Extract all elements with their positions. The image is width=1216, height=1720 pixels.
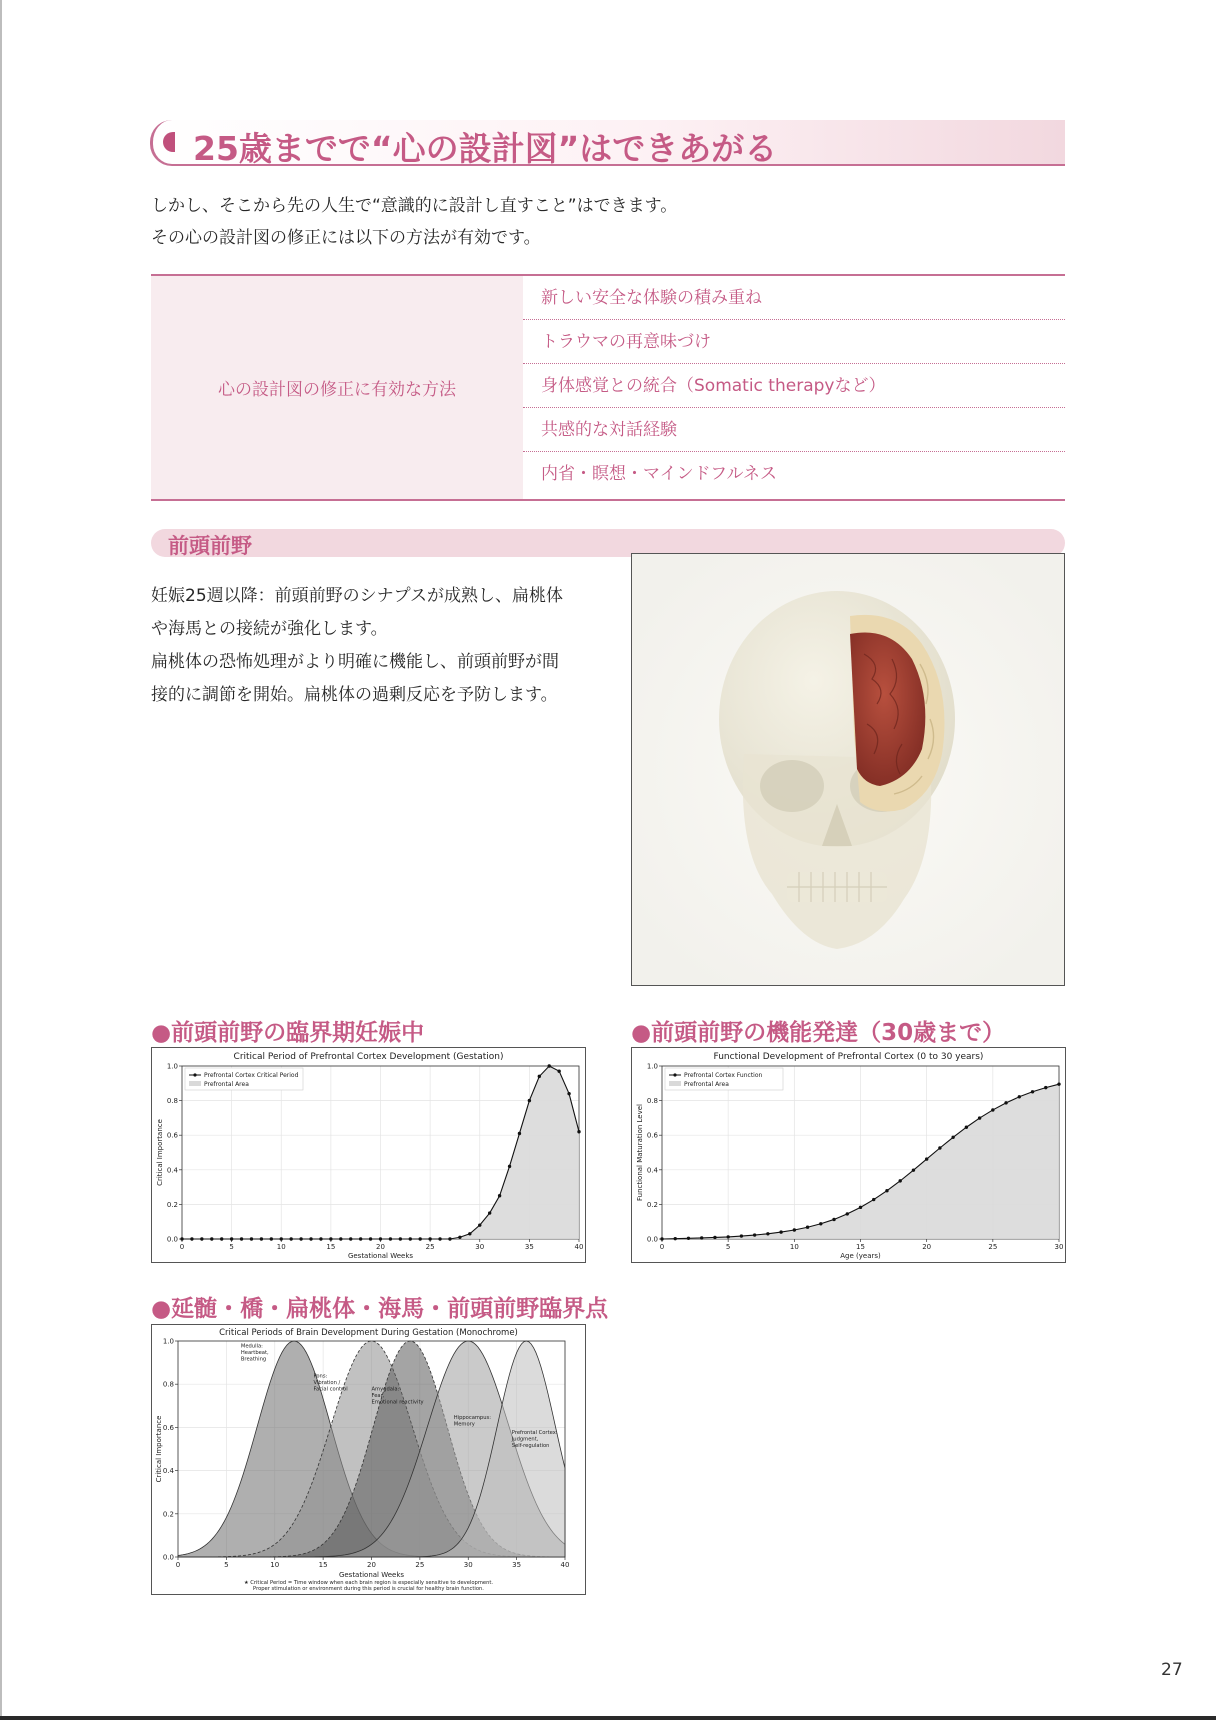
chart-heading-prefrontal-gestation: ●前頭前野の臨界期妊娠中 — [151, 1020, 425, 1046]
intro-text — [151, 190, 677, 254]
legend-label: Prefrontal Cortex Function — [684, 1072, 763, 1079]
data-point — [389, 1237, 392, 1240]
body-line: 扁桃体の恐怖処理がより明確に機能し、前頭前野が間 — [151, 652, 559, 672]
x-tick-label: 0 — [175, 1561, 181, 1569]
data-point — [740, 1234, 743, 1237]
chart-prefrontal-gestation — [151, 1047, 586, 1263]
y-tick-label: 0.4 — [646, 1166, 658, 1175]
x-tick-label: 25 — [425, 1243, 435, 1251]
data-point — [210, 1237, 213, 1240]
method-item: トラウマの再意味づけ — [523, 320, 1065, 364]
data-point — [419, 1237, 422, 1240]
data-point — [753, 1233, 756, 1236]
x-tick-label: 25 — [415, 1561, 425, 1569]
series-label: Hippocampus: — [453, 1414, 491, 1421]
x-tick-label: 20 — [376, 1243, 385, 1251]
data-point — [726, 1235, 729, 1238]
data-point — [319, 1237, 322, 1240]
series-label: Fear, — [371, 1393, 385, 1400]
chart-prefrontal-function — [631, 1047, 1066, 1263]
data-point — [488, 1211, 491, 1214]
series-label: Pons: — [313, 1373, 328, 1380]
series-label: Self-regulation — [511, 1442, 550, 1449]
page-title: 25歳までで“心の設計図”はできあがる — [193, 129, 778, 168]
data-point — [329, 1237, 332, 1240]
data-point — [458, 1236, 461, 1239]
legend-area-swatch — [189, 1081, 201, 1086]
series-label: Breathing — [240, 1356, 267, 1363]
data-point — [925, 1157, 928, 1160]
y-axis-label: Functional Maturation Level — [636, 1103, 644, 1202]
data-point — [938, 1146, 941, 1149]
series-label: Emotional reactivity — [371, 1399, 424, 1406]
data-point — [200, 1237, 203, 1240]
data-point — [250, 1237, 253, 1240]
series-label: Medulla: — [240, 1343, 263, 1350]
data-point — [912, 1168, 915, 1171]
section-title: 前頭前野 — [168, 534, 252, 558]
x-tick-label: 20 — [922, 1243, 932, 1251]
page-title-bar — [150, 120, 1065, 166]
methods-table-label: 心の設計図の修正に有効な方法 — [151, 276, 523, 499]
data-point — [660, 1237, 663, 1240]
data-point — [289, 1237, 292, 1240]
y-tick-label: 1.0 — [166, 1062, 178, 1071]
data-point — [577, 1130, 580, 1133]
method-item: 内省・瞑想・マインドフルネス — [541, 464, 777, 484]
chart-brain-critical-periods — [151, 1324, 586, 1595]
section-body — [151, 580, 596, 712]
y-tick-label: 0.0 — [166, 1235, 178, 1244]
x-tick-label: 40 — [560, 1561, 570, 1569]
x-tick-label: 15 — [326, 1243, 336, 1251]
x-axis-label: Age (years) — [840, 1252, 881, 1260]
data-point — [349, 1237, 352, 1240]
data-point — [819, 1222, 822, 1225]
data-point — [779, 1230, 782, 1233]
data-point — [260, 1237, 263, 1240]
data-point — [240, 1237, 243, 1240]
data-point — [190, 1237, 193, 1240]
data-point — [498, 1194, 501, 1197]
data-point — [548, 1064, 551, 1067]
y-tick-label: 0.2 — [646, 1200, 658, 1209]
data-point — [687, 1237, 690, 1240]
y-tick-label: 0.2 — [162, 1510, 174, 1519]
data-point — [846, 1212, 849, 1215]
data-point — [299, 1237, 302, 1240]
y-tick-label: 1.0 — [162, 1337, 174, 1346]
data-point — [508, 1165, 511, 1168]
data-point — [1044, 1086, 1047, 1089]
data-point — [438, 1237, 441, 1240]
chart-footnote: Proper stimulation or environment during this period is crucial for healthy brain function. — [253, 1586, 484, 1592]
x-tick-label: 40 — [574, 1243, 584, 1251]
x-tick-label: 35 — [512, 1561, 522, 1569]
intro-line: しかし、そこから先の人生で“意識的に設計し直すこと”はできます。 — [151, 196, 678, 216]
data-point — [700, 1236, 703, 1239]
data-point — [859, 1206, 862, 1209]
data-point — [1004, 1101, 1007, 1104]
data-point — [899, 1179, 902, 1182]
data-point — [991, 1108, 994, 1111]
data-point — [478, 1223, 481, 1226]
data-point — [180, 1237, 183, 1240]
data-point — [399, 1237, 402, 1240]
data-point — [428, 1237, 431, 1240]
data-point — [713, 1236, 716, 1239]
x-tick-label: 15 — [318, 1561, 328, 1569]
legend-marker — [673, 1073, 676, 1076]
series-label: Amygdala: — [371, 1386, 400, 1393]
method-item: 身体感覚との統合（Somatic therapyなど） — [523, 364, 1065, 408]
skull-brain-illustration — [631, 553, 1065, 986]
data-point — [270, 1237, 273, 1240]
legend-marker — [193, 1073, 196, 1076]
legend-label: Prefrontal Area — [684, 1081, 729, 1088]
x-tick-label: 10 — [789, 1243, 799, 1251]
series-label: Judgment, — [511, 1436, 539, 1443]
data-point — [872, 1198, 875, 1201]
x-tick-label: 15 — [856, 1243, 865, 1251]
data-point — [359, 1237, 362, 1240]
chart-heading-prefrontal-function: ●前頭前野の機能発達（30歳まで） — [631, 1020, 1006, 1046]
chart-prefrontal-function-svg — [632, 1048, 1065, 1262]
intro-line: その心の設計図の修正には以下の方法が有効です。 — [151, 228, 541, 248]
data-point — [230, 1237, 233, 1240]
series-label: Memory — [453, 1421, 475, 1428]
x-tick-label: 30 — [463, 1561, 473, 1569]
data-point — [220, 1237, 223, 1240]
y-tick-label: 0.4 — [162, 1467, 174, 1476]
x-tick-label: 10 — [270, 1561, 280, 1569]
x-axis-label: Gestational Weeks — [338, 1571, 405, 1579]
data-point — [978, 1116, 981, 1119]
y-tick-label: 0.6 — [166, 1131, 178, 1140]
y-tick-label: 0.6 — [162, 1423, 174, 1432]
x-tick-label: 0 — [179, 1243, 185, 1251]
x-tick-label: 30 — [1054, 1243, 1064, 1251]
data-point — [339, 1237, 342, 1240]
x-tick-label: 30 — [475, 1243, 485, 1251]
data-point — [674, 1237, 677, 1240]
data-point — [1057, 1082, 1060, 1085]
chart-brain-critical-periods-svg — [152, 1325, 585, 1594]
series-label: Vibration / — [313, 1380, 341, 1387]
body-line: 妊娠25週以降：前頭前野のシナプスが成熟し、扁桃体 — [151, 586, 563, 606]
data-point — [280, 1237, 283, 1240]
body-line: 接的に調節を開始。扁桃体の過剰反応を予防します。 — [151, 685, 558, 705]
data-point — [832, 1218, 835, 1221]
data-point — [766, 1232, 769, 1235]
x-tick-label: 0 — [659, 1243, 665, 1251]
legend-label: Prefrontal Cortex Critical Period — [204, 1072, 299, 1079]
data-point — [806, 1226, 809, 1229]
data-point — [793, 1228, 796, 1231]
y-axis-label: Critical Importance — [156, 1119, 164, 1186]
y-tick-label: 0.8 — [166, 1097, 178, 1106]
x-tick-label: 25 — [988, 1243, 998, 1251]
data-point — [518, 1132, 521, 1135]
series-label: Facial control — [313, 1386, 348, 1393]
y-tick-label: 0.8 — [162, 1380, 174, 1389]
x-tick-label: 5 — [725, 1243, 731, 1251]
data-point — [567, 1092, 570, 1095]
x-axis-label: Gestational Weeks — [347, 1252, 414, 1260]
methods-table — [151, 274, 1065, 501]
data-point — [468, 1232, 471, 1235]
x-tick-label: 35 — [524, 1243, 534, 1251]
y-tick-label: 0.0 — [162, 1553, 174, 1562]
series-label: Prefrontal Cortex: — [511, 1429, 558, 1436]
chart-heading-brain-critical-periods: ●延髄・橋・扁桃体・海馬・前頭前野臨界点 — [151, 1296, 609, 1322]
data-point — [448, 1237, 451, 1240]
data-point — [528, 1099, 531, 1102]
page-number: 27 — [1161, 1660, 1183, 1680]
x-tick-label: 10 — [276, 1243, 286, 1251]
method-item: 新しい安全な体験の積み重ね — [523, 276, 1065, 320]
y-tick-label: 0.8 — [646, 1097, 658, 1106]
chart-footnote: ★ Critical Period = Time window when each brain region is especially sensitive to development. — [243, 1580, 494, 1586]
x-tick-label: 5 — [229, 1243, 234, 1251]
y-axis-label: Critical Importance — [155, 1415, 163, 1483]
chart-title: Critical Periods of Brain Development During Gestation (Monochrome) — [219, 1328, 518, 1338]
skull-brain-image — [632, 554, 1064, 985]
x-tick-label: 20 — [367, 1561, 376, 1569]
y-tick-label: 0.0 — [646, 1235, 658, 1244]
title-marker-icon — [163, 132, 175, 152]
page-left-edge — [0, 0, 2, 1720]
legend-area-swatch — [669, 1081, 681, 1086]
data-point — [1018, 1095, 1021, 1098]
data-point — [538, 1075, 541, 1078]
chart-title: Functional Development of Prefrontal Cortex (0 to 30 years) — [713, 1052, 984, 1062]
x-tick-label: 5 — [224, 1561, 229, 1569]
data-point — [309, 1237, 312, 1240]
y-tick-label: 1.0 — [646, 1062, 658, 1071]
method-item: 共感的な対話経験 — [523, 408, 1065, 452]
data-point — [409, 1237, 412, 1240]
legend-label: Prefrontal Area — [204, 1081, 249, 1088]
body-line: や海馬との接続が強化します。 — [151, 619, 388, 639]
data-point — [885, 1189, 888, 1192]
data-point — [557, 1069, 560, 1072]
data-point — [965, 1126, 968, 1129]
page-bottom-edge — [0, 1716, 1216, 1720]
data-point — [379, 1237, 382, 1240]
data-point — [369, 1237, 372, 1240]
y-tick-label: 0.4 — [166, 1166, 178, 1175]
chart-prefrontal-gestation-svg — [152, 1048, 585, 1262]
y-tick-label: 0.2 — [166, 1200, 178, 1209]
series-label: Heartbeat, — [240, 1349, 269, 1356]
data-point — [951, 1136, 954, 1139]
data-point — [1031, 1090, 1034, 1093]
y-tick-label: 0.6 — [646, 1131, 658, 1140]
chart-title: Critical Period of Prefrontal Cortex Development (Gestation) — [233, 1052, 504, 1062]
methods-list — [523, 276, 1065, 499]
